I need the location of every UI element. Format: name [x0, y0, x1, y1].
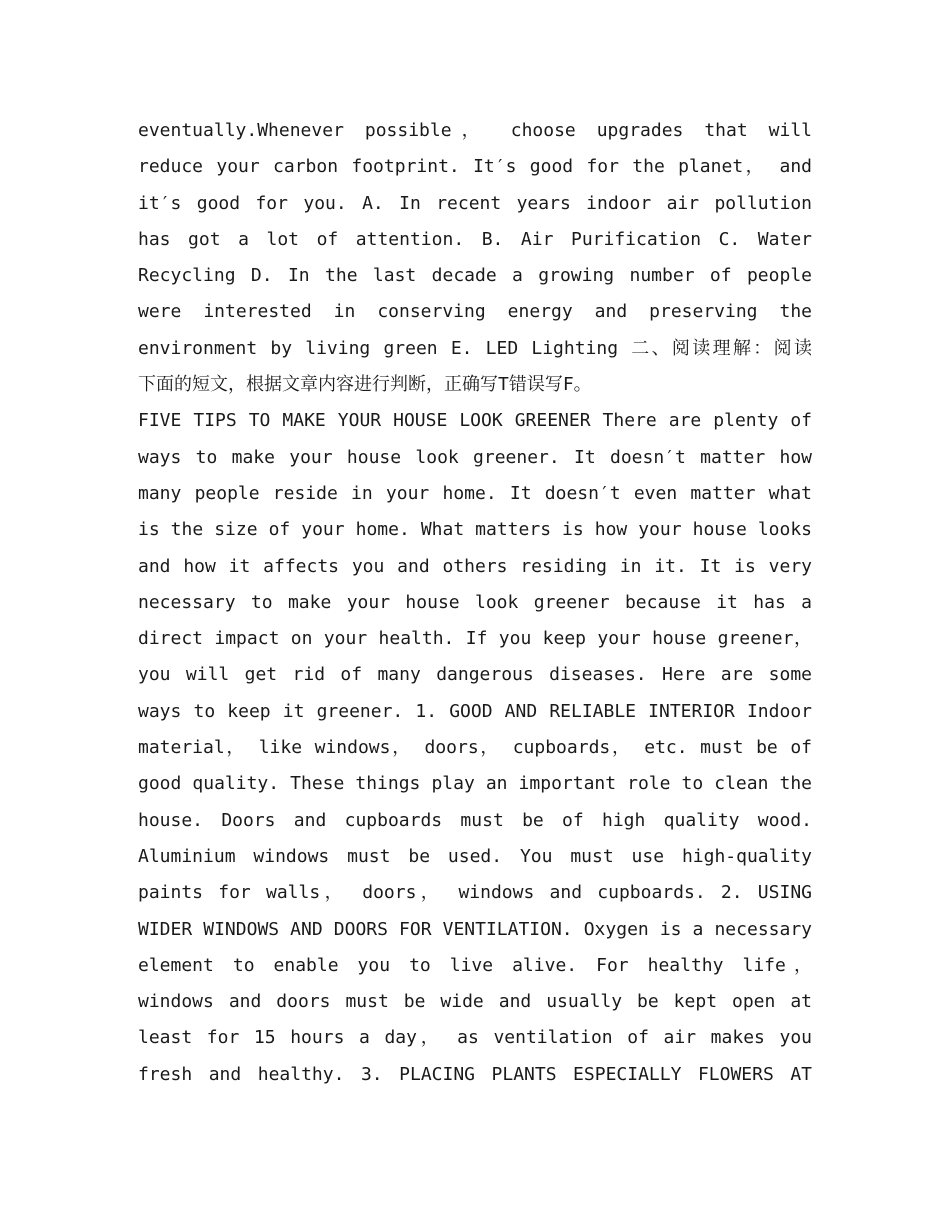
text-line: paints for walls， doors， windows and cupboards. 2. USING — [138, 882, 812, 904]
text-line: Recycling D. In the last decade a growing number of people — [138, 265, 812, 287]
text-line: and how it affects you and others residing in it. It is very — [138, 555, 812, 577]
text-line: FIVE TIPS TO MAKE YOUR HOUSE LOOK GREENER There are plenty of — [138, 410, 812, 432]
text-line: material， like windows， doors， cupboards， etc. must be of — [138, 737, 812, 759]
text-line: 下面的短文，根据文章内容进行判断，正确写T错误写F。 — [138, 374, 592, 396]
text-line: Aluminium windows must be used. You must use high-quality — [138, 845, 812, 867]
text-line: windows and doors must be wide and usually be kept open at — [138, 991, 812, 1013]
text-line: environment by living green E. LED Lighting 二、阅读理解：阅读 — [138, 337, 812, 359]
text-line: you will get rid of many dangerous diseases. Here are some — [138, 664, 812, 686]
text-line: reduce your carbon footprint. It′s good for the planet， and — [138, 156, 812, 178]
text-line: fresh and healthy. 3. PLACING PLANTS ESPECIALLY FLOWERS AT — [138, 1063, 812, 1085]
text-line: direct impact on your health. If you keep your house greener， — [138, 628, 812, 650]
text-line: WIDER WINDOWS AND DOORS FOR VENTILATION. Oxygen is a necessary — [138, 918, 812, 940]
text-line: were interested in conserving energy and preserving the — [138, 301, 812, 323]
text-line: eventually.Whenever possible， choose upgrades that will — [138, 120, 812, 141]
text-line: necessary to make your house look greener because it has a — [138, 591, 812, 613]
text-line: good quality. These things play an important role to clean the — [138, 773, 812, 795]
text-line: many people reside in your home. It doesn′t even matter what — [138, 482, 812, 504]
text-line: element to enable you to live alive. For healthy life， — [138, 954, 812, 976]
text-line: house. Doors and cupboards must be of high quality wood. — [138, 809, 812, 831]
text-line: ways to keep it greener. 1. GOOD AND RELIABLE INTERIOR Indoor — [138, 700, 812, 722]
text-line: least for 15 hours a day， as ventilation of air makes you — [138, 1027, 812, 1049]
text-line: ways to make your house look greener. It doesn′t matter how — [138, 446, 812, 468]
text-line: is the size of your home. What matters is how your house looks — [138, 519, 812, 541]
text-line: it′s good for you. A. In recent years indoor air pollution — [138, 192, 812, 214]
text-line: has got a lot of attention. B. Air Purification C. Water — [138, 228, 812, 250]
body-text — [138, 113, 812, 1093]
